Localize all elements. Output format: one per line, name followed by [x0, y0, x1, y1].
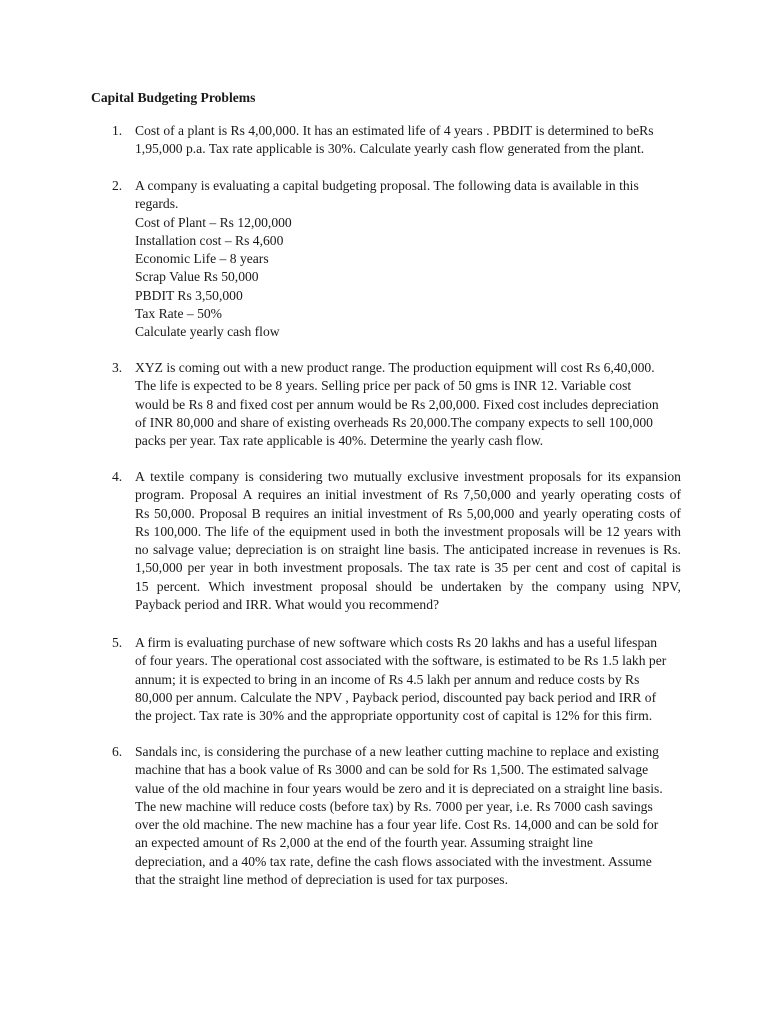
word: 7,50,000	[463, 487, 511, 503]
text-line	[135, 486, 681, 504]
word: requires	[257, 487, 302, 503]
text-line: The new machine will reduce costs (before tax) by Rs. 7000 per year, i.e. Rs 7000 cash savings	[135, 798, 653, 814]
text-line: A company is evaluating a capital budgeting proposal. The following data is available in this	[135, 178, 639, 193]
word: Which	[208, 578, 245, 594]
text-line: XYZ is coming out with a new product range. The production equipment will cost Rs 6,40,000.	[135, 360, 655, 375]
word: is	[671, 560, 681, 576]
word: the	[268, 523, 285, 539]
text-line	[135, 559, 681, 577]
word: and	[562, 560, 583, 576]
word: costs	[637, 505, 665, 521]
text-line	[135, 505, 681, 523]
word: considering	[259, 469, 323, 484]
word: Rs	[447, 505, 463, 521]
problem-number: 6.	[112, 744, 123, 759]
word: cost	[587, 560, 610, 576]
problem-text	[135, 743, 681, 889]
problem-text	[135, 122, 681, 159]
word: capital	[630, 560, 667, 576]
word: percent.	[156, 578, 201, 594]
word: 35	[494, 560, 509, 576]
word: 1,50,000	[135, 560, 183, 576]
word: 5,00,000	[466, 505, 515, 521]
word: used	[350, 523, 376, 539]
word: requires	[265, 505, 310, 521]
word: on	[320, 542, 335, 558]
word: life	[230, 523, 249, 539]
word: yearly	[543, 505, 578, 521]
word: textile	[150, 469, 185, 484]
text-line: Payback period and IRR. What would you recommend?	[135, 597, 440, 613]
word: per	[513, 560, 531, 576]
word: equipment	[289, 523, 347, 539]
word: Proposal	[189, 487, 238, 503]
text-line: regards.	[135, 196, 179, 212]
text-line: Tax Rate – 50%	[135, 306, 223, 322]
word: undertaken	[441, 578, 502, 594]
text-line: Economic Life – 8 years	[135, 251, 269, 267]
word: Rs	[135, 523, 150, 539]
word: 50,000.	[153, 505, 195, 521]
word: program.	[135, 487, 185, 503]
word: in	[582, 542, 593, 558]
word: proposals.	[347, 560, 403, 576]
text-line	[135, 468, 681, 486]
word: straight	[338, 542, 380, 558]
word: proposal	[320, 578, 368, 594]
word: operating	[580, 487, 632, 503]
word: The	[205, 523, 227, 539]
word: year	[209, 560, 234, 576]
text-line: Cost of Plant – Rs 12,00,000	[135, 214, 292, 230]
word: no	[135, 542, 149, 558]
word: of	[669, 487, 681, 503]
word: line	[383, 542, 405, 558]
word: rate	[455, 560, 476, 576]
text-line: Scrap Value Rs 50,000	[135, 269, 259, 285]
text-line	[135, 523, 681, 541]
word: proposals	[507, 523, 560, 539]
text-line: of four years. The operational cost associated with the software, is estimated to be Rs 1.5 lakh per	[135, 653, 667, 669]
word: costs	[637, 487, 665, 503]
word: an	[306, 487, 320, 503]
word: 12	[606, 523, 620, 539]
word: both	[253, 560, 278, 576]
word: and	[516, 487, 536, 503]
word: A	[135, 469, 145, 484]
word: depreciation	[235, 542, 303, 558]
word: of	[614, 560, 626, 576]
word: revenues	[596, 542, 646, 558]
text-line: Calculate yearly cash flow	[135, 324, 280, 340]
word: mutually	[353, 469, 402, 484]
word: by	[509, 578, 524, 594]
problem-text	[135, 468, 681, 614]
text-line: The life is expected to be 8 years. Selling price per pack of 50 gms is INR 12. Variable cost	[135, 378, 632, 394]
word: 100,000.	[153, 523, 202, 539]
word: basis.	[408, 542, 440, 558]
word: investment	[252, 578, 313, 594]
word: will	[563, 523, 585, 539]
text-line: packs per year. Tax rate applicable is 40%. Determine the yearly cash flow.	[135, 433, 544, 449]
word: Rs.	[663, 542, 681, 558]
text-line: over the old machine. The new machine has a four year life. Cost Rs. 14,000 and can be sold for	[135, 817, 659, 833]
word: the	[531, 578, 549, 594]
text-line: Sandals inc, is considering the purchase of a new leather cutting machine to replace and existing	[135, 744, 659, 759]
word: of	[669, 505, 681, 521]
problem-number: 3.	[112, 360, 123, 375]
word: company	[189, 469, 240, 484]
problem-number: 1.	[112, 123, 123, 138]
word: is	[649, 542, 659, 558]
word: operating	[581, 505, 634, 521]
text-line: an expected amount of Rs 2,000 at the end of the fourth year. Assuming straight line	[135, 835, 593, 851]
text-line	[135, 541, 681, 559]
text-line	[135, 578, 681, 596]
word: exclusive	[407, 469, 459, 484]
text-line: 1,95,000 p.a. Tax rate applicable is 30%. Calculate yearly cash flow generated from the plant.	[135, 141, 645, 157]
text-line: Cost of a plant is Rs 4,00,000. It has an estimated life of 4 years . PBDIT is determined to beRs	[135, 123, 654, 138]
word: should	[375, 578, 412, 594]
word: investment	[443, 523, 504, 539]
word: tax	[433, 560, 451, 576]
text-line: the project. Tax rate is 30% and the appropriate opportunity cost of capital is 12% for this firm.	[135, 708, 653, 724]
text-line: depreciation, and a 40% tax rate, define the cash flows associated with the investment. Assume	[135, 853, 652, 869]
word: investment	[464, 469, 524, 484]
word: in	[238, 560, 249, 576]
word: is	[480, 560, 490, 576]
word: the	[422, 523, 440, 539]
problem-number: 4.	[112, 469, 123, 484]
problem-text	[135, 634, 681, 725]
text-line: of INR 80,000 and share of existing overheads Rs 20,000.The company expects to sell 100,000	[135, 414, 653, 430]
word: initial	[331, 505, 363, 521]
word: investment	[362, 487, 422, 503]
problem-text	[135, 359, 681, 450]
word: both	[394, 523, 419, 539]
word: an	[313, 505, 327, 521]
word: A	[242, 487, 253, 503]
word: The	[407, 560, 429, 576]
word: investment	[282, 560, 343, 576]
word: of	[252, 523, 265, 539]
word: with	[656, 523, 681, 539]
word: Rs	[443, 487, 459, 503]
word: of	[427, 487, 439, 503]
word: expansion	[625, 469, 681, 484]
text-line: PBDIT Rs 3,50,000	[135, 287, 243, 303]
word: is	[307, 542, 317, 558]
word: Proposal	[199, 505, 247, 521]
word: is	[244, 469, 254, 484]
word: value;	[198, 542, 232, 558]
text-line: that the straight line method of depreciation is used for tax purposes.	[135, 872, 508, 888]
word: Rs	[135, 505, 150, 521]
word: salvage	[152, 542, 194, 558]
problem-text	[135, 177, 681, 342]
word: proposals	[529, 469, 582, 484]
document-title: Capital Budgeting Problems	[91, 90, 256, 105]
word: per	[187, 560, 205, 576]
word: of	[431, 505, 444, 521]
text-line: 80,000 per annum. Calculate the NPV , Payback period, discounted pay back period and IRR of	[135, 689, 657, 705]
word: years	[623, 523, 653, 539]
word: its	[607, 469, 621, 484]
word: 15	[135, 578, 149, 594]
word: anticipated	[469, 542, 529, 558]
word: be	[420, 578, 433, 594]
word: in	[379, 523, 391, 539]
word: investment	[367, 505, 428, 521]
word: using	[614, 578, 644, 594]
text-line: A firm is evaluating purchase of new software which costs Rs 20 lakhs and has a useful lifespan	[135, 635, 658, 650]
text-line: Installation cost – Rs 4,600	[135, 232, 284, 248]
word: for	[586, 469, 603, 484]
word: The	[443, 542, 465, 558]
text-line: machine that has a book value of Rs 3000 and can be sold for Rs 1,500. The estimated salvage	[135, 762, 649, 778]
word: B	[251, 505, 261, 521]
word: yearly	[541, 487, 576, 503]
problem-number: 5.	[112, 635, 123, 650]
word: company	[556, 578, 607, 594]
text-line: annum; it is expected to bring in an income of Rs 4.5 lakh per annum and reduce costs by Rs	[135, 671, 640, 687]
word: cent	[535, 560, 559, 576]
word: two	[327, 469, 349, 484]
problem-number: 2.	[112, 178, 123, 193]
word: NPV,	[652, 578, 681, 594]
word: initial	[325, 487, 357, 503]
text-line: would be Rs 8 and fixed cost per annum would be Rs 2,00,000. Fixed cost includes depreciation	[135, 396, 659, 412]
text-line: value of the old machine in four years would be zero and it is depreciated on a straight line basis.	[135, 780, 663, 796]
word: increase	[533, 542, 578, 558]
word: and	[518, 505, 539, 521]
word: be	[589, 523, 602, 539]
